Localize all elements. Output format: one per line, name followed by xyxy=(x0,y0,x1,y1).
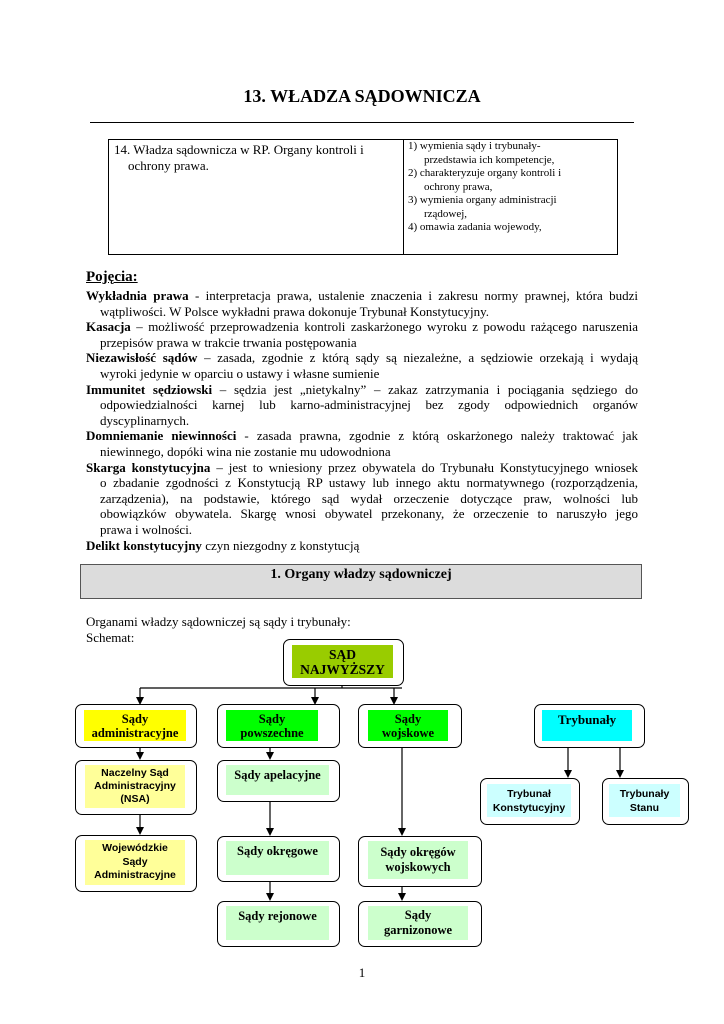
intro-objectives xyxy=(408,140,613,235)
intro-topic-line: ochrony prawa. xyxy=(128,158,209,173)
page-title: 13. WŁADZA SĄDOWNICZA xyxy=(243,86,481,106)
admin-courts-label: Sądy administracyjne xyxy=(84,710,186,741)
voivodeship-admin-courts-label: Wojewódzkie Sądy Administracyjne xyxy=(85,840,185,885)
definition-line: wątpliwości. W Polsce wykładni prawa dokonuje Trybunał Konstytucyjny. xyxy=(100,303,490,319)
definition-item xyxy=(86,382,638,429)
definition-line: wyroki jedynie w oparciu o ustawy i własne sumienie xyxy=(100,365,380,381)
definition-term: Niezawisłość sądów xyxy=(86,350,198,366)
definitions-list xyxy=(86,288,638,553)
regional-courts-label: Sądy rejonowe xyxy=(226,906,329,940)
supreme-court-label: SĄD NAJWYŻSZY xyxy=(292,645,393,678)
definition-line: Niezawisłość sądów – zasada, zgodnie z którą sądy są niezależne, a sędziowie orzekają i wydają xyxy=(86,350,638,366)
definition-line: obowiązków obywatela. Skargę wnosi obywatel przekonany, że orzeczenie to naruszyło jego xyxy=(100,506,638,522)
objective-line: 4) omawia zadania wojewody, xyxy=(408,221,542,233)
organs-intro-line: Organami władzy sądowniczej są sądy i trybunały: xyxy=(86,614,351,629)
common-courts-label: Sądy powszechne xyxy=(226,710,318,741)
section-title: 1. Organy władzy sądowniczej xyxy=(270,567,452,582)
district-courts-label: Sądy okręgowe xyxy=(226,841,329,875)
constitutional-tribunal-label: Trybunał Konstytucyjny xyxy=(487,784,571,817)
objective-line: 1) wymienia sądy i trybunały- xyxy=(408,140,541,152)
definition-line: Domniemanie niewinności - zasada prawna, zgodnie z którą oskarżonego należy traktować jak xyxy=(86,428,638,444)
objective-line: 2) charakteryzuje organy kontroli i xyxy=(408,167,562,179)
military-district-courts-label: Sądy okręgów wojskowych xyxy=(368,841,468,879)
definition-line: odpowiedzialności karnej lub karno-administracyjnej bez zgody odpowiednich organów xyxy=(100,397,638,413)
intro-topic xyxy=(114,142,396,174)
definition-line: prawa i wolności. xyxy=(100,521,193,537)
appeal-courts-label: Sądy apelacyjne xyxy=(226,765,329,795)
nsa-label: Naczelny Sąd Administracyjny (NSA) xyxy=(85,765,185,808)
definition-item xyxy=(86,538,638,554)
definition-term: Domniemanie niewinności xyxy=(86,428,237,444)
tribunals-label: Trybunały xyxy=(542,710,632,741)
page-number: 1 xyxy=(358,965,366,980)
definition-line: dyscyplinarnych. xyxy=(100,412,190,428)
objective-line: przedstawia ich kompetencje, xyxy=(424,153,555,166)
definition-line: o zbadanie zgodności z Konstytucją RP ustawy lub innego aktu normatywnego (rozporządzenia, xyxy=(100,475,638,491)
definition-item xyxy=(86,460,638,538)
definition-line: Skarga konstytucyjna – jest to wniesiony przez obywatela do Trybunału Konstytucyjnego wniosek xyxy=(86,459,639,475)
definition-term: Kasacja xyxy=(86,319,131,335)
definition-line: niewinnego, dopóki wina nie zostanie mu udowodniona xyxy=(100,443,391,459)
intro-table-divider xyxy=(403,139,404,254)
organs-intro-line: Schemat: xyxy=(86,630,135,645)
definitions-heading: Pojęcia: xyxy=(86,269,138,285)
military-courts-label: Sądy wojskowe xyxy=(368,710,448,741)
definition-term: Immunitet sędziowski xyxy=(86,381,213,397)
intro-topic-line: 14. Władza sądownicza w RP. Organy kontroli i xyxy=(114,142,364,157)
garrison-courts-label: Sądy garnizonowe xyxy=(368,906,468,940)
definition-line: zarządzenia), na podstawie, którego sąd wydał orzeczenie dotyczące praw, wolności lub xyxy=(100,490,638,506)
definition-term: Delikt konstytucyjny xyxy=(86,537,202,553)
definition-term: Wykładnia prawa xyxy=(86,288,189,303)
definition-item xyxy=(86,428,638,459)
definition-term: Skarga konstytucyjna xyxy=(86,459,211,475)
definition-item xyxy=(86,288,638,319)
state-tribunal-label: Trybunały Stanu xyxy=(609,784,680,817)
definition-line: Delikt konstytucyjny czyn niezgodny z konstytucją xyxy=(86,537,360,553)
definition-line: Kasacja – możliwość przeprowadzenia kontroli zaskarżonego wyroku z powodu rażącego naruszenia xyxy=(86,319,638,335)
definition-line: Immunitet sędziowski – sędzia jest „nietykalny” – zakaz zatrzymania i pociągania sędziego do xyxy=(86,381,638,397)
definition-item xyxy=(86,350,638,381)
definition-item xyxy=(86,319,638,350)
objective-line: 3) wymienia organy administracji xyxy=(408,194,557,206)
objective-line: ochrony prawa, xyxy=(424,180,493,193)
definition-line: Wykładnia prawa - interpretacja prawa, ustalenie znaczenia i zakresu normy prawnej, która budzi xyxy=(86,288,638,303)
definition-line: przepisów prawa w trakcie trwania postępowania xyxy=(100,334,357,350)
title-rule xyxy=(90,122,634,123)
objective-line: rządowej, xyxy=(424,207,468,220)
